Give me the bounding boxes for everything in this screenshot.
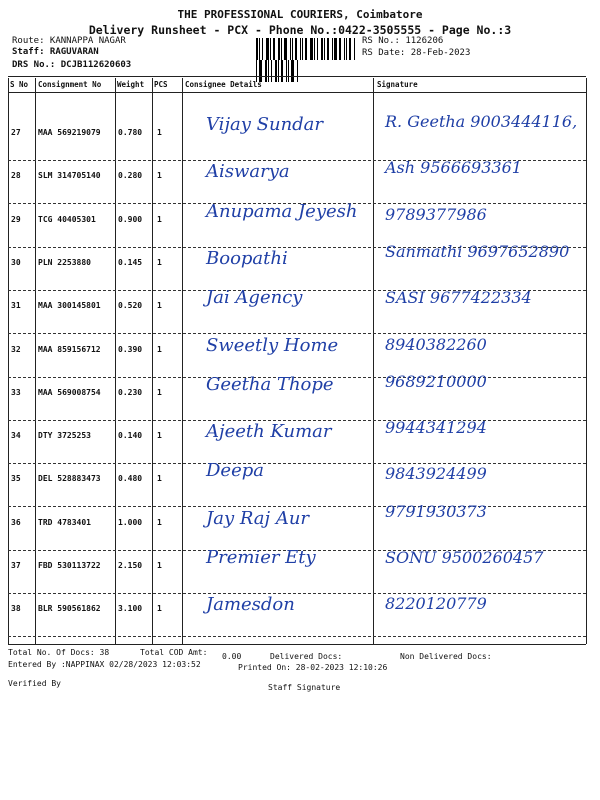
delivered-docs: Delivered Docs: [270, 652, 343, 661]
row-pcs: 1 [157, 561, 162, 570]
barcode-bar [346, 38, 347, 60]
barcode-bar [290, 38, 291, 60]
col-header-sno: S No [10, 80, 29, 89]
barcode-bar [286, 60, 287, 82]
row-consignee-handwriting: Jamesdon [206, 594, 295, 616]
row-consignee-handwriting: Deepa [206, 460, 264, 482]
row-signature-handwriting: Ash 9566693361 [385, 158, 522, 178]
row-pcs: 1 [157, 257, 162, 267]
barcode-bar [275, 60, 277, 82]
staff-signature: Staff Signature [268, 683, 341, 692]
row-weight: 2.150 [118, 561, 143, 570]
row-signature-handwriting: Sanmathi 9697652890 [385, 241, 570, 261]
barcode-bar [270, 38, 271, 60]
row-weight: 0.140 [118, 431, 143, 441]
barcode-bar [256, 60, 257, 82]
row-signature-handwriting: R. Geetha 9003444116, [385, 112, 578, 131]
col-header-consignment: Consignment No [38, 80, 102, 89]
barcode-bar [295, 38, 297, 60]
row-signature-handwriting: 9689210000 [385, 371, 487, 391]
row-sno: 35 [11, 474, 21, 484]
runsheet-subtitle: Delivery Runsheet - PCX - Phone No.:0422-3505555 - Page No.:3 [88, 23, 512, 37]
row-consignment-no: DEL 528883473 [38, 474, 101, 484]
non-delivered-docs: Non Delivered Docs: [400, 652, 492, 661]
row-sno: 31 [11, 301, 21, 311]
col-divider [373, 78, 374, 644]
row-weight: 0.480 [118, 474, 143, 484]
barcode-bar [259, 38, 260, 60]
row-sno: 33 [11, 387, 21, 397]
row-separator [8, 636, 586, 637]
row-weight: 0.230 [118, 387, 143, 397]
row-consignment-no: MAA 300145801 [38, 301, 101, 311]
barcode [256, 38, 356, 60]
barcode-bar [291, 60, 294, 82]
row-weight: 0.900 [118, 214, 143, 224]
barcode-bar [256, 38, 258, 60]
row-sno: 37 [11, 561, 21, 570]
rs-number: RS No.: 1126206 [362, 36, 444, 46]
row-consignment-no: PLN 2253880 [38, 257, 91, 267]
table-bottom-border [8, 644, 586, 645]
barcode-bar [281, 38, 282, 60]
row-signature-handwriting: 9789377986 [385, 204, 487, 224]
col-header-weight: Weight [117, 80, 145, 89]
row-sno: 38 [11, 604, 21, 614]
barcode-bar [349, 38, 351, 60]
route-label: Route: KANNAPPA NAGAR [12, 36, 126, 46]
barcode-bar [297, 60, 298, 82]
row-consignee-handwriting: Aiswarya [206, 161, 290, 183]
row-consignee-handwriting: Jai Agency [206, 287, 303, 309]
verified-by: Verified By [8, 679, 61, 688]
barcode-bar [278, 38, 280, 60]
row-consignment-no: TCG 40405301 [38, 214, 96, 224]
row-weight: 0.390 [118, 344, 143, 354]
barcode-bar [259, 60, 262, 82]
barcode-bar [344, 38, 345, 60]
table-top-border [8, 76, 586, 77]
row-consignment-no: MAA 859156712 [38, 344, 101, 354]
barcode-bar [310, 38, 313, 60]
row-consignee-handwriting: Geetha Thope [206, 373, 334, 395]
barcode-bar [271, 60, 272, 82]
barcode-bar [339, 38, 341, 60]
col-header-signature: Signature [377, 80, 418, 89]
row-signature-handwriting: 8940382260 [385, 334, 487, 354]
row-consignment-no: DTY 3725253 [38, 431, 91, 441]
barcode-bar [288, 60, 289, 82]
row-signature-handwriting: SASI 9677422334 [385, 288, 532, 308]
barcode-bar [354, 38, 355, 60]
row-consignment-no: BLR 590561862 [38, 604, 101, 614]
row-signature-handwriting: 9944341294 [385, 418, 487, 438]
row-consignee-handwriting: Ajeeth Kumar [206, 421, 332, 443]
row-sno: 30 [11, 257, 21, 267]
col-divider [115, 78, 116, 644]
row-pcs: 1 [157, 214, 162, 224]
row-consignment-no: TRD 4783401 [38, 517, 91, 527]
row-consignee-handwriting: Boopathi [206, 247, 288, 269]
barcode-bar [314, 38, 315, 60]
row-pcs: 1 [157, 171, 162, 181]
runsheet-title: THE PROFESSIONAL COURIERS, Coimbatore [177, 8, 423, 21]
row-separator [8, 593, 586, 594]
row-pcs: 1 [157, 604, 162, 614]
row-sno: 29 [11, 214, 21, 224]
row-separator [8, 463, 586, 464]
col-divider [182, 78, 183, 644]
row-consignee-handwriting: Anupama Jeyesh [206, 200, 358, 222]
barcode-bar [302, 38, 303, 60]
row-pcs: 1 [157, 344, 162, 354]
row-sno: 34 [11, 431, 21, 441]
col-divider [152, 78, 153, 644]
barcode-bar [268, 60, 269, 82]
barcode-bar [292, 38, 293, 60]
table-right-border [586, 78, 587, 644]
row-signature-handwriting: 8220120779 [385, 594, 487, 614]
row-consignment-no: SLM 314705140 [38, 171, 101, 181]
barcode-bar [265, 60, 267, 82]
row-weight: 0.520 [118, 301, 143, 311]
barcode-bar [262, 38, 263, 60]
rs-date: RS Date: 28-Feb-2023 [362, 48, 471, 58]
staff-label: Staff: RAGUVARAN [12, 47, 99, 57]
row-weight: 1.000 [118, 517, 143, 527]
row-pcs: 1 [157, 431, 162, 441]
barcode-bar [324, 38, 325, 60]
row-sno: 28 [11, 171, 21, 181]
barcode-bar [266, 38, 269, 60]
barcode-bar [273, 38, 275, 60]
row-pcs: 1 [157, 301, 162, 311]
row-weight: 0.280 [118, 171, 143, 181]
row-sno: 36 [11, 517, 21, 527]
col-header-pcs: PCS [154, 80, 168, 89]
printed-on: Printed On: 28-02-2023 12:10:26 [238, 663, 388, 672]
row-pcs: 1 [157, 517, 162, 527]
total-cod-label: Total COD Amt: [140, 648, 208, 657]
row-weight: 0.780 [118, 128, 143, 137]
row-consignment-no: MAA 569219079 [38, 128, 101, 137]
entered-by: Entered By :NAPPINAX 02/28/2023 12:03:52 [8, 660, 201, 669]
col-divider [35, 78, 36, 644]
row-weight: 3.100 [118, 604, 143, 614]
row-weight: 0.145 [118, 257, 143, 267]
total-docs: Total No. Of Docs: 38 [8, 648, 110, 657]
barcode-bar [334, 38, 337, 60]
barcode-bar [305, 38, 307, 60]
total-cod-amount: 0.00 [222, 652, 242, 661]
row-consignment-no: MAA 569008754 [38, 387, 101, 397]
row-consignee-handwriting: Sweetly Home [206, 334, 339, 356]
row-signature-handwriting: SONU 9500260457 [385, 548, 544, 567]
drs-number: DRS No.: DCJB112620603 [12, 60, 132, 70]
row-pcs: 1 [157, 128, 162, 137]
row-consignee-handwriting: Premier Ety [206, 547, 316, 568]
barcode-bar [278, 60, 279, 82]
row-signature-handwriting: 9843924499 [385, 464, 487, 484]
row-pcs: 1 [157, 387, 162, 397]
barcode-bar [327, 38, 329, 60]
row-sno: 27 [11, 128, 21, 137]
table-left-border [8, 78, 9, 644]
barcode-bar [317, 38, 318, 60]
row-pcs: 1 [157, 474, 162, 484]
row-consignee-handwriting: Jay Raj Aur [206, 507, 310, 529]
row-consignee-handwriting: Vijay Sundar [206, 114, 324, 135]
row-sno: 32 [11, 344, 21, 354]
barcode-bar [300, 38, 301, 60]
barcode-bar [284, 38, 287, 60]
table-header-border [8, 92, 586, 93]
barcode-bar [332, 38, 333, 60]
barcode-bar [281, 60, 283, 82]
row-signature-handwriting: 9791930373 [385, 501, 487, 521]
barcode-bar [321, 38, 323, 60]
col-header-consignee: Consignee Details [185, 80, 262, 89]
row-consignment-no: FBD 530113722 [38, 561, 101, 570]
